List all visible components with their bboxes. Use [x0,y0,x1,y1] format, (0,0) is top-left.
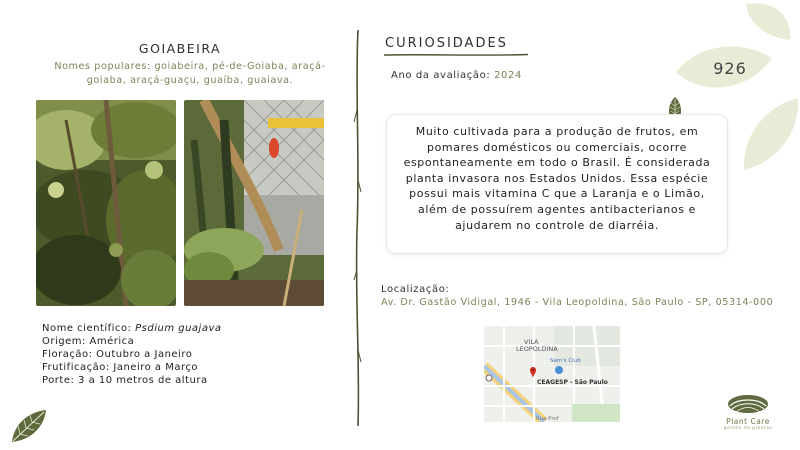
scientific-label: Nome científico: [42,323,132,334]
plant-facts [42,322,222,387]
plant-photo [36,100,176,306]
origin-row: Origem: América [42,336,135,347]
plant-title: GOIABEIRA [138,41,222,56]
scientific-name-row [42,322,222,335]
map-pin-label: CEAGESP - São Paulo [537,379,608,386]
year-value: 2024 [494,70,522,81]
location-map[interactable] [484,326,620,422]
evaluation-year [391,70,522,81]
brand-tagline: gestão de plantas [723,426,773,431]
location-label: Localização: [381,284,450,295]
year-label: Ano da avaliação: [391,70,491,81]
leaf-icon [8,406,48,446]
scientific-name: Psdium guajava [135,323,222,334]
title-underline [384,53,528,57]
badge-number: 926 [713,59,747,78]
brand-name: Plant Care [726,417,770,426]
flowering-row: Floração: Outubro a Janeiro [42,349,193,360]
curiosities-text: Muito cultivada para a produção de frutos, em pomares domésticos ou comerciais, ocorre espontaneamente em todo o Brasil. É considerada planta invasora nos Estados Unidos. Essa espécie possui mais vitamina C que a Laranja e o Limão, além de possuírem agentes antibacterianos e ajudarem no controle de diarréia. [403,125,711,232]
map-poi-label: Sam's Club [550,358,581,364]
popular-names: Nomes populares: goiabeira, pé-de-Goiaba, araçá-goiaba, araçá-guaçu, guaíba, guaiava. [54,61,326,86]
map-label-leopoldina: LEOPOLDINA [516,345,558,353]
location-address: Av. Dr. Gastão Vidigal, 1946 - Vila Leopoldina, São Paulo - SP, 05314-000 [381,297,774,308]
map-street-label: Rua Prof [536,416,559,422]
size-row: Porte: 3 a 10 metros de altura [42,375,208,386]
map-label-vila: VILA [524,338,539,346]
vertical-divider [352,30,364,426]
plant-photo [184,100,324,306]
curiosities-title: CURIOSIDADES [385,36,508,51]
fruiting-row: Frutificação: Janeiro a Março [42,362,198,373]
